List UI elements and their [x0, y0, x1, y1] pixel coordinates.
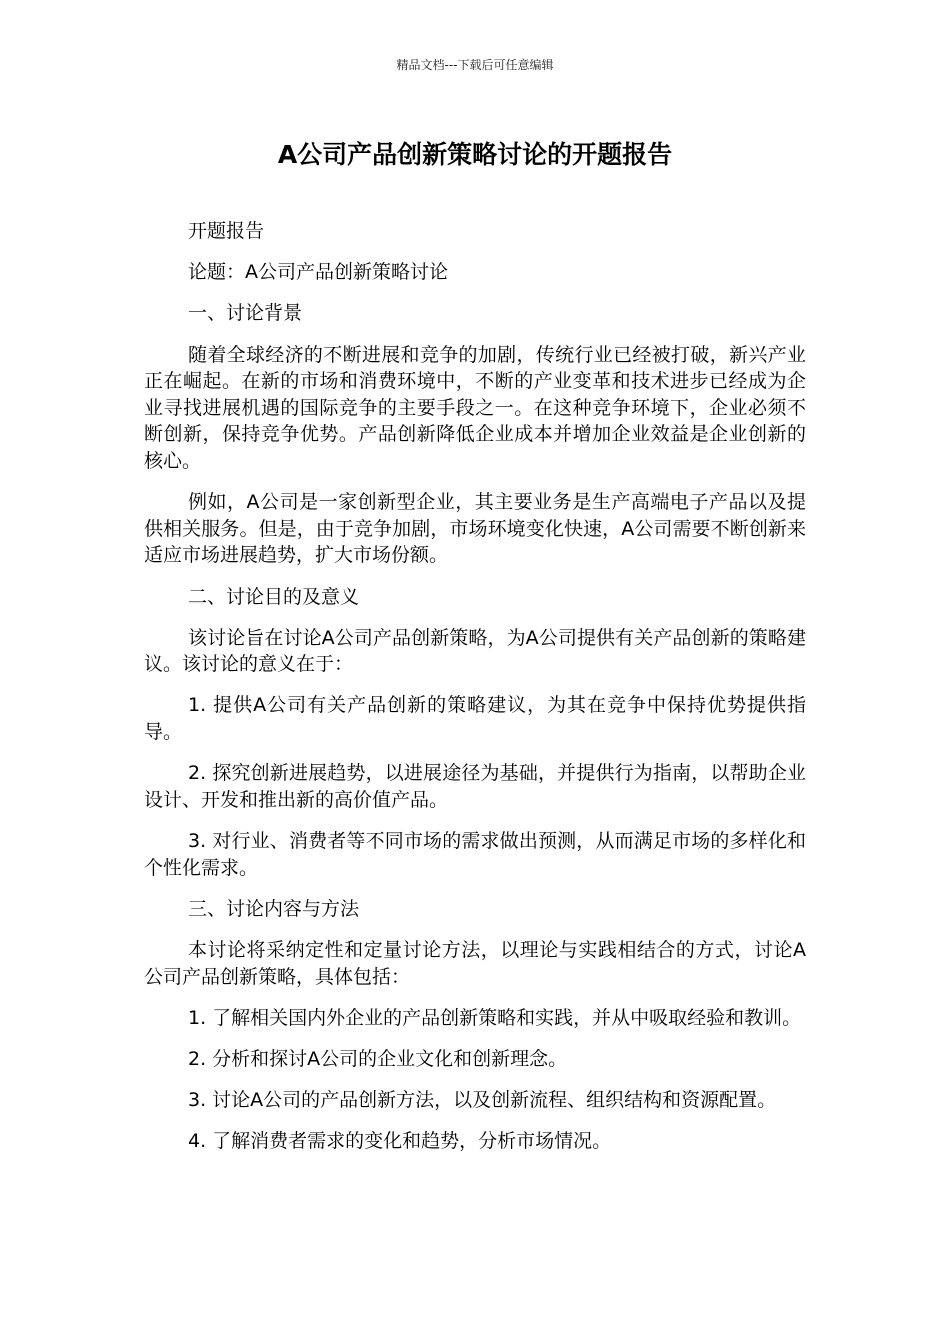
content-item-2: 2. 分析和探讨A公司的企业文化和创新理念。 — [188, 1047, 568, 1070]
background-paragraph: 随着全球经济的不断进展和竞争的加剧，传统行业已经被打破，新兴产业正在崛起。在新的市场和消费环境中，不断的产业变革和技术进步已经成为企业寻找进展机遇的国际竞争的主要手段之一。在这种竞争环境下，企业必须不断创新，保持竞争优势。产品创新降低企业成本并增加企业效益是企业创新的核心。 — [144, 343, 806, 472]
purpose-item-1: 1. 提供A公司有关产品创新的策略建议，为其在竞争中保持优势提供指导。 — [144, 694, 806, 744]
topic-line: 论题：A公司产品创新策略讨论 — [188, 261, 448, 284]
section-heading-background: 一、讨论背景 — [188, 302, 303, 325]
methods-paragraph: 本讨论将采纳定性和定量讨论方法，以理论与实践相结合的方式，讨论A公司产品创新策略，具体包括： — [144, 939, 806, 988]
section-heading-purpose: 二、讨论目的及意义 — [188, 585, 360, 608]
doc-type-label: 开题报告 — [188, 220, 265, 242]
document-title: A公司产品创新策略讨论的开题报告 — [277, 140, 673, 169]
content-item-1: 1. 了解相关国内外企业的产品创新策略和实践，并从中吸取经验和教训。 — [188, 1006, 802, 1029]
header-note: 精品文档---下载后可任意编辑 — [396, 58, 554, 72]
purpose-item-3: 3. 对行业、消费者等不同市场的需求做出预测，从而满足市场的多样化和个性化需求。 — [144, 830, 806, 879]
section-heading-content-methods: 三、讨论内容与方法 — [188, 897, 360, 920]
purpose-paragraph: 该讨论旨在讨论A公司产品创新策略，为A公司提供有关产品创新的策略建议。该讨论的意义在于： — [144, 626, 806, 676]
document-body — [144, 218, 806, 1170]
example-paragraph: 例如，A公司是一家创新型企业，其主要业务是生产高端电子产品以及提供相关服务。但是，由于竞争加剧，市场环境变化快速，A公司需要不断创新来适应市场进展趋势，扩大市场份额。 — [144, 491, 806, 567]
purpose-item-2: 2. 探究创新进展趋势，以进展途径为基础，并提供行为指南，以帮助企业设计、开发和推出新的高价值产品。 — [144, 762, 806, 811]
content-item-3: 3. 讨论A公司的产品创新方法，以及创新流程、组织结构和资源配置。 — [188, 1089, 777, 1112]
content-item-4: 4. 了解消费者需求的变化和趋势，分析市场情况。 — [188, 1130, 612, 1153]
